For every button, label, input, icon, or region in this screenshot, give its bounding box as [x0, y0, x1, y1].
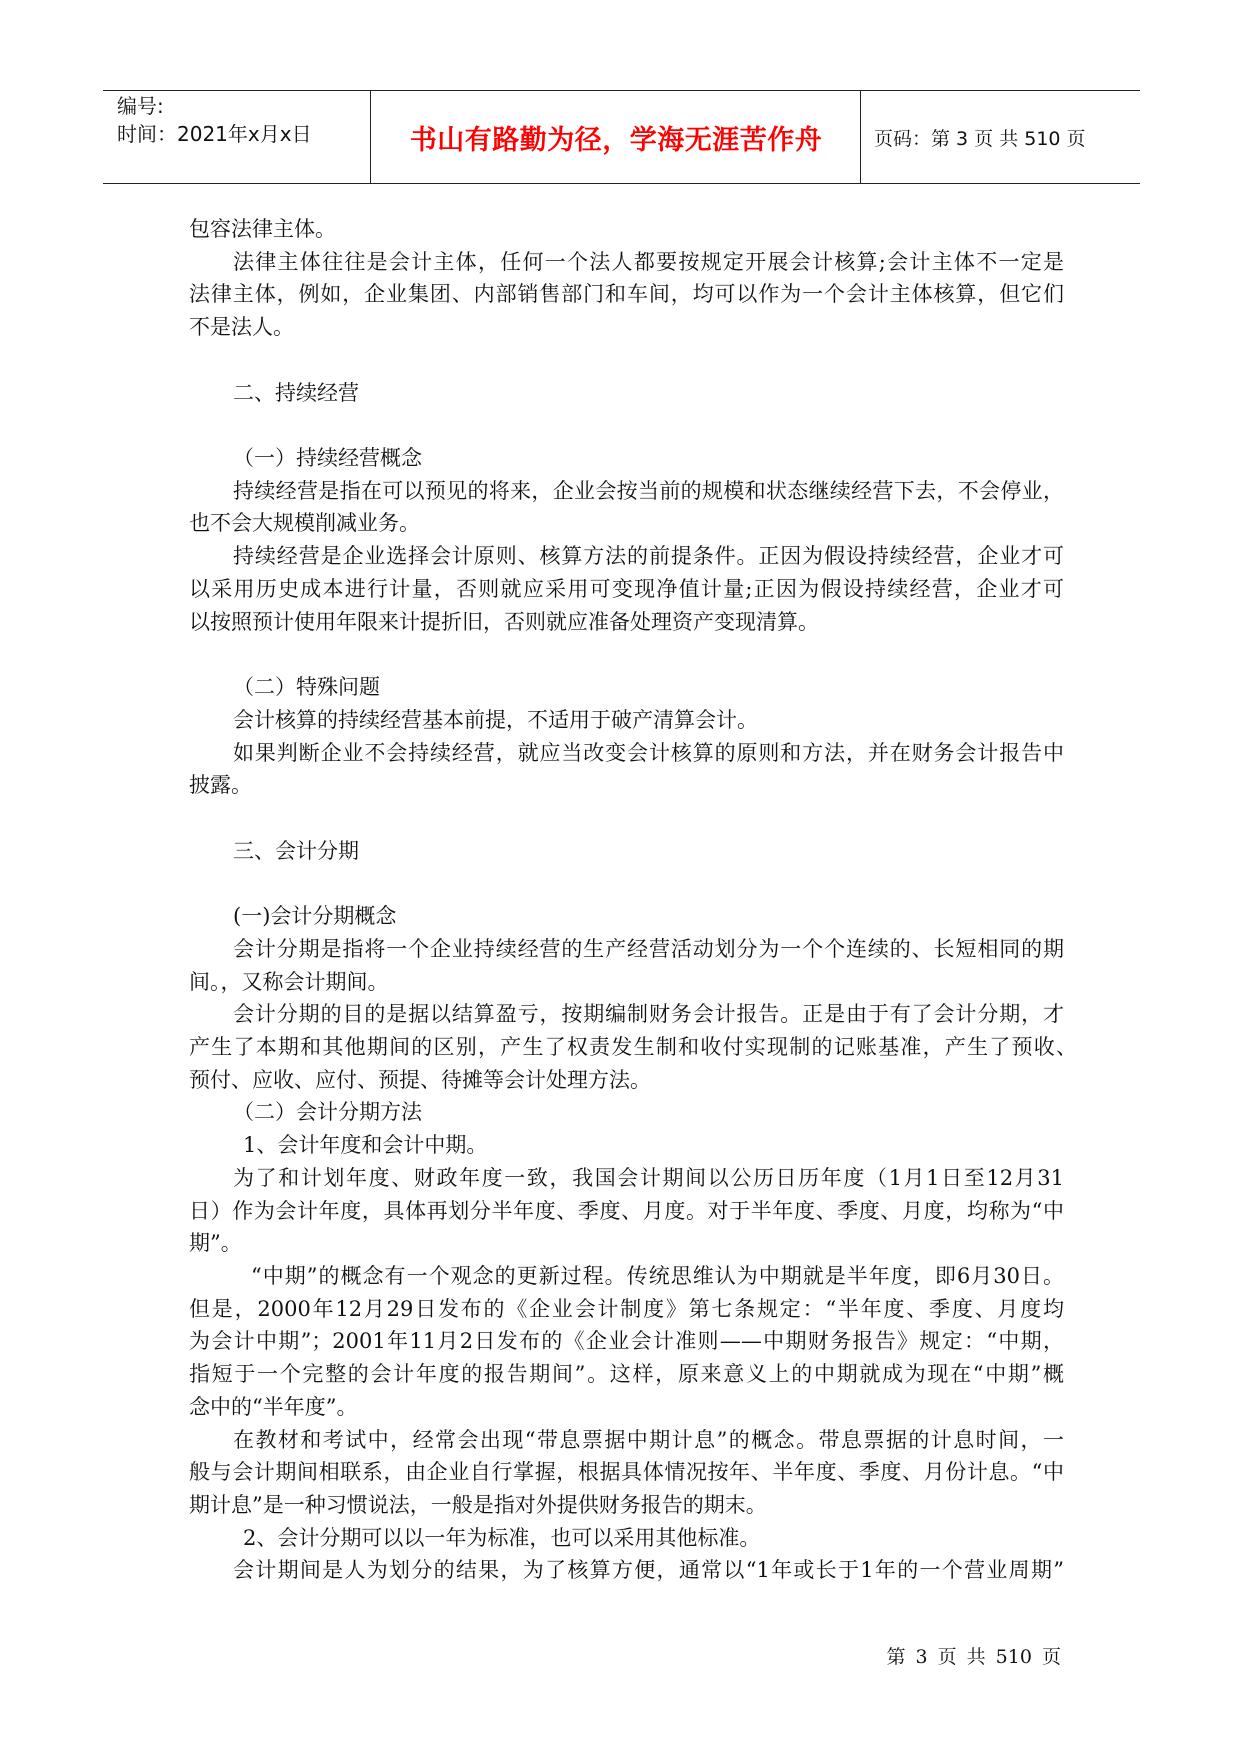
body-text-line: “中期”的概念有一个观念的更新过程。传统思维认为中期就是半年度，即6月30日。 [251, 1264, 1064, 1288]
body-text-line: 法律主体往往是会计主体，任何一个法人都要按规定开展会计核算;会计主体不一定是 [233, 249, 1064, 274]
body-text-line: 日）作为会计年度，具体再划分半年度、季度、月度。对于半年度、季度、月度，均称为“中 [189, 1198, 1064, 1223]
body-text-line: 但是，2000年12月29日发布的《企业会计制度》第七条规定：“半年度、季度、月度均 [189, 1296, 1064, 1321]
header-bottom-rule [103, 183, 1140, 184]
footer-page-indicator: 第 3 页 共 510 页 [886, 1646, 1061, 1668]
body-text-line: 三、会计分期 [233, 838, 359, 863]
body-text-line: 在教材和考试中，经常会出现“带息票据中期计息”的概念。带息票据的计息时间，一 [233, 1427, 1064, 1452]
body-text-line: 包容法律主体。 [189, 217, 336, 241]
document-time-label: 时间：2021年x月x日 [117, 122, 312, 146]
body-text-line: 会计期间是人为划分的结果，为了核算方便，通常以“1年或长于1年的一个营业周期” [233, 1558, 1064, 1583]
body-text-line: 以采用历史成本进行计量，否则就应采用可变现净值计量;正因为假设持续经营，企业才可 [189, 576, 1064, 601]
blank-line [189, 802, 1064, 835]
body-text-line: 法律主体，例如，企业集团、内部销售部门和车间，均可以作为一个会计主体核算，但它们 [189, 282, 1064, 307]
body-text-line: 披露。 [189, 773, 252, 798]
header-meta [117, 92, 312, 148]
body-text-line: 指短于一个完整的会计年度的报告期间”。这样，原来意义上的中期就成为现在“中期”概 [189, 1362, 1064, 1387]
body-text-line: 为了和计划年度、财政年度一致，我国会计期间以公历日历年度（1月1日至12月31 [233, 1165, 1064, 1190]
blank-line [189, 409, 1064, 442]
body-text-line: 预付、应收、应付、预提、待摊等会计处理方法。 [189, 1067, 651, 1092]
body-text-line: (一)会计分期概念 [233, 904, 397, 929]
blank-line [189, 867, 1064, 900]
body-text-line: 产生了本期和其他期间的区别，产生了权责发生制和收付实现制的记账基准，产生了预收、 [189, 1034, 1077, 1059]
body-text-line: （二）特殊问题 [233, 675, 380, 700]
body-text-line: 期计息”是一种习惯说法，一般是指对外提供财务报告的期末。 [189, 1493, 767, 1518]
body-text-line: 以按照预计使用年限来计提折旧，否则就应准备处理资产变现清算。 [189, 609, 819, 634]
body-text-line: 二、持续经营 [233, 380, 359, 405]
body-text-line: 会计分期是指将一个企业持续经营的生产经营活动划分为一个个连续的、长短相同的期 [233, 936, 1064, 961]
header-top-rule [103, 90, 1140, 91]
body-text-line: 也不会大规模削减业务。 [189, 511, 420, 536]
body-text-line: 1、会计年度和会计中期。 [243, 1133, 488, 1158]
body-text-line: 间。，又称会计期间。 [189, 969, 389, 994]
header-motto-title: 书山有路勤为径，学海无涯苦作舟 [409, 125, 823, 156]
body-text-line: 持续经营是企业选择会计原则、核算方法的前提条件。正因为假设持续经营，企业才可 [233, 544, 1064, 569]
body-text-line: （二）会计分期方法 [233, 1100, 422, 1125]
body-text-line: 般与会计期间相联系，由企业自行掌握，根据具体情况按年、半年度、季度、月份计息。“中 [189, 1460, 1064, 1485]
body-text-line: 会计分期的目的是据以结算盈亏，按期编制财务会计报告。正是由于有了会计分期，才 [233, 1002, 1064, 1027]
body-text-line: 会计核算的持续经营基本前提，不适用于破产清算会计。 [233, 707, 758, 732]
body-text-line: 为会计中期”；2001年11月2日发布的《企业会计准则——中期财务报告》规定：“中期， [189, 1329, 1064, 1354]
body-text-line: 念中的“半年度”。 [189, 1394, 358, 1419]
body-text-line: 不是法人。 [189, 315, 294, 340]
body-text-line: 持续经营是指在可以预见的将来，企业会按当前的规模和状态继续经营下去，不会停业， [233, 478, 1064, 503]
document-number-label: 编号: [117, 94, 164, 118]
blank-line [189, 344, 1064, 377]
body-text-line: 2、会计分期可以以一年为标准，也可以采用其他标准。 [243, 1525, 761, 1550]
body-text-line: （一）持续经营概念 [233, 446, 422, 471]
header-page-code: 页码：第 3 页 共 510 页 [874, 128, 1086, 150]
document-body [189, 213, 1077, 1587]
header-divider-left [370, 90, 371, 183]
body-text-line: 如果判断企业不会持续经营，就应当改变会计核算的原则和方法，并在财务会计报告中 [233, 740, 1064, 765]
header-divider-right [860, 90, 861, 183]
blank-line [189, 638, 1064, 671]
body-text-line: 期”。 [189, 1231, 242, 1256]
